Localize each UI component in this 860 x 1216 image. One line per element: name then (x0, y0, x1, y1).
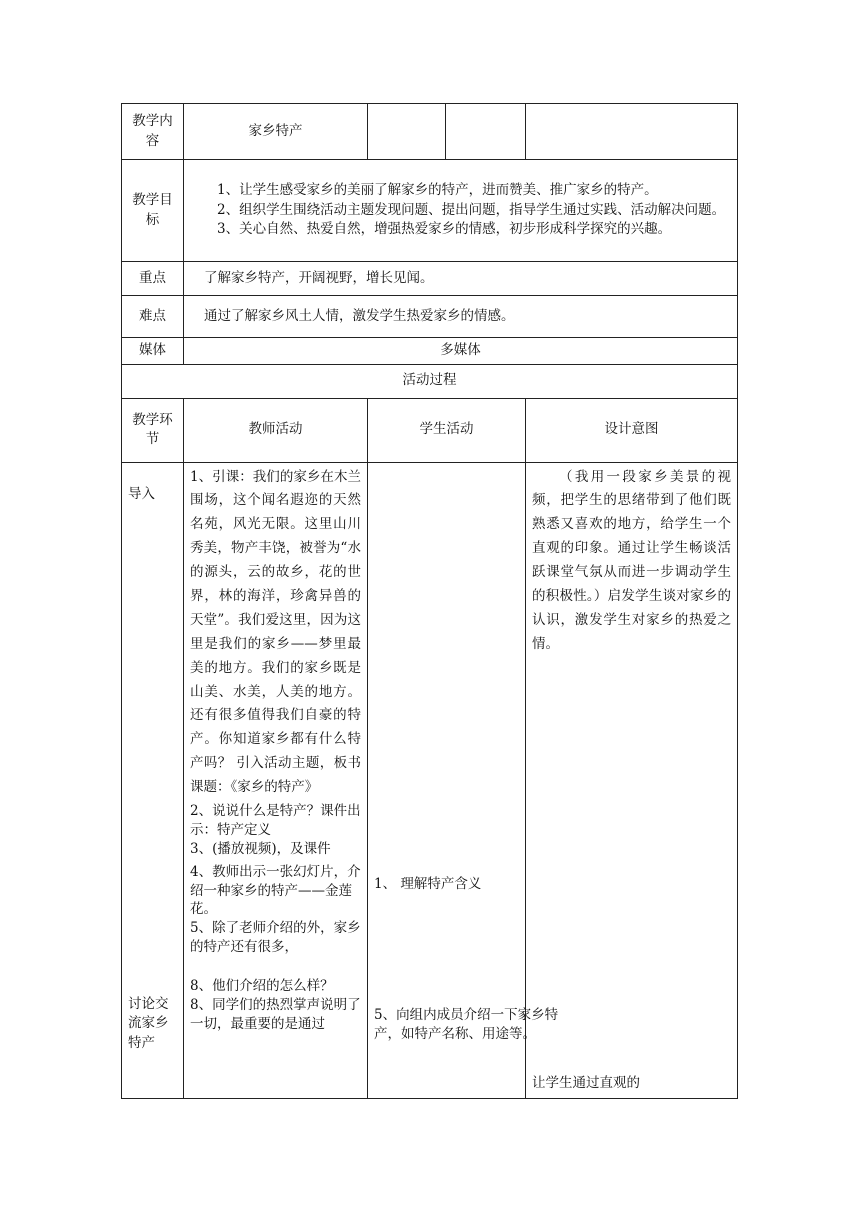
teacher-item: 4、教师出示一张幻灯片，介绍一种家乡的特产——金莲花。 (190, 863, 361, 918)
header-stage: 教学环节 (122, 398, 184, 462)
stage-cell (122, 462, 184, 1098)
process-title: 活动过程 (122, 364, 738, 398)
student-item: 5、向组内成员介绍一下家乡特产，如特产名称、用途等。 (374, 1006, 559, 1043)
difficult-point-label: 难点 (122, 296, 184, 338)
row-difficult-point (122, 296, 738, 338)
row-process-headers (122, 398, 738, 462)
goals-label: 教学目标 (122, 160, 184, 262)
design-intent-cell (526, 462, 738, 1098)
row-goals (122, 160, 738, 262)
content-value: 家乡特产 (184, 104, 368, 160)
row-process-title (122, 364, 738, 398)
design-item: 让学生通过直观的 (532, 1074, 640, 1091)
content-empty-cell-3 (526, 104, 738, 160)
student-item: 1、 理解特产含义 (374, 875, 482, 892)
header-design: 设计意图 (526, 398, 738, 462)
key-point-value: 了解家乡特产，开阔视野，增长见闻。 (184, 262, 738, 296)
teacher-item: 2、说说什么是特产？课件出示：特产定义 (190, 803, 361, 838)
goal-item: 1、让学生感受家乡的美丽了解家乡的特产，进而赞美、推广家乡的特产。 (217, 182, 658, 199)
goals-content (184, 160, 738, 262)
header-student: 学生活动 (368, 398, 526, 462)
difficult-point-value: 通过了解家乡风土人情，激发学生热爱家乡的情感。 (184, 296, 738, 338)
header-teacher: 教师活动 (184, 398, 368, 462)
content-empty-cell-1 (368, 104, 446, 160)
lesson-plan-table (121, 103, 738, 1099)
teacher-item: 3、(播放视频)，及课件 (190, 840, 331, 857)
stage-intro: 导入 (128, 485, 155, 502)
row-process-body (122, 462, 738, 1098)
content-empty-cell-2 (446, 104, 526, 160)
design-item: （我用一段家乡美景的视频，把学生的思绪带到了他们既熟悉又喜欢的地方，给学生一个直观的印象。通过让学生畅谈活跃课堂气氛从而进一步调动学生的积极性。）启发学生谈对家乡的认识，激发学生对家乡的热爱之情。 (532, 468, 731, 652)
stage-discuss: 讨论交流家乡特产 (128, 995, 169, 1051)
teacher-activity-cell (184, 462, 368, 1098)
teacher-item: 1、引课：我们的家乡在木兰围场，这个闻名遐迩的天然名苑，风光无限。这里山川秀美，物产丰饶，被誉为“水的源头，云的故乡，花的世界，林的海洋，珍禽异兽的天堂”。我们爱这里，因为这里是我们的家乡——梦里最美的地方。我们的家乡既是山美、水美，人美的地方。还有很多值得我们自豪的特产。你知道家乡都有什么特产吗？ 引入活动主题，板书课题：《家乡的特产》 (190, 468, 361, 796)
student-activity-cell (368, 462, 559, 1098)
content-label: 教学内容 (122, 104, 184, 160)
key-point-label: 重点 (122, 262, 184, 296)
row-media (122, 338, 738, 365)
teacher-item: 8、他们介绍的怎么样？ (190, 978, 334, 995)
goal-item: 2、组织学生围绕活动主题发现问题、提出问题，指导学生通过实践、活动解决问题。 (217, 201, 726, 218)
teacher-item: 8、同学们的热烈掌声说明了一切，最重要的是通过 (190, 997, 361, 1032)
goal-item: 3、关心自然、热爱自然，增强热爱家乡的情感，初步形成科学探究的兴趣。 (217, 221, 672, 238)
media-value: 多媒体 (184, 338, 738, 365)
media-label: 媒体 (122, 338, 184, 365)
row-key-point (122, 262, 738, 296)
teacher-item: 5、除了老师介绍的外，家乡的特产还有很多， (190, 920, 361, 956)
row-content (122, 104, 738, 160)
